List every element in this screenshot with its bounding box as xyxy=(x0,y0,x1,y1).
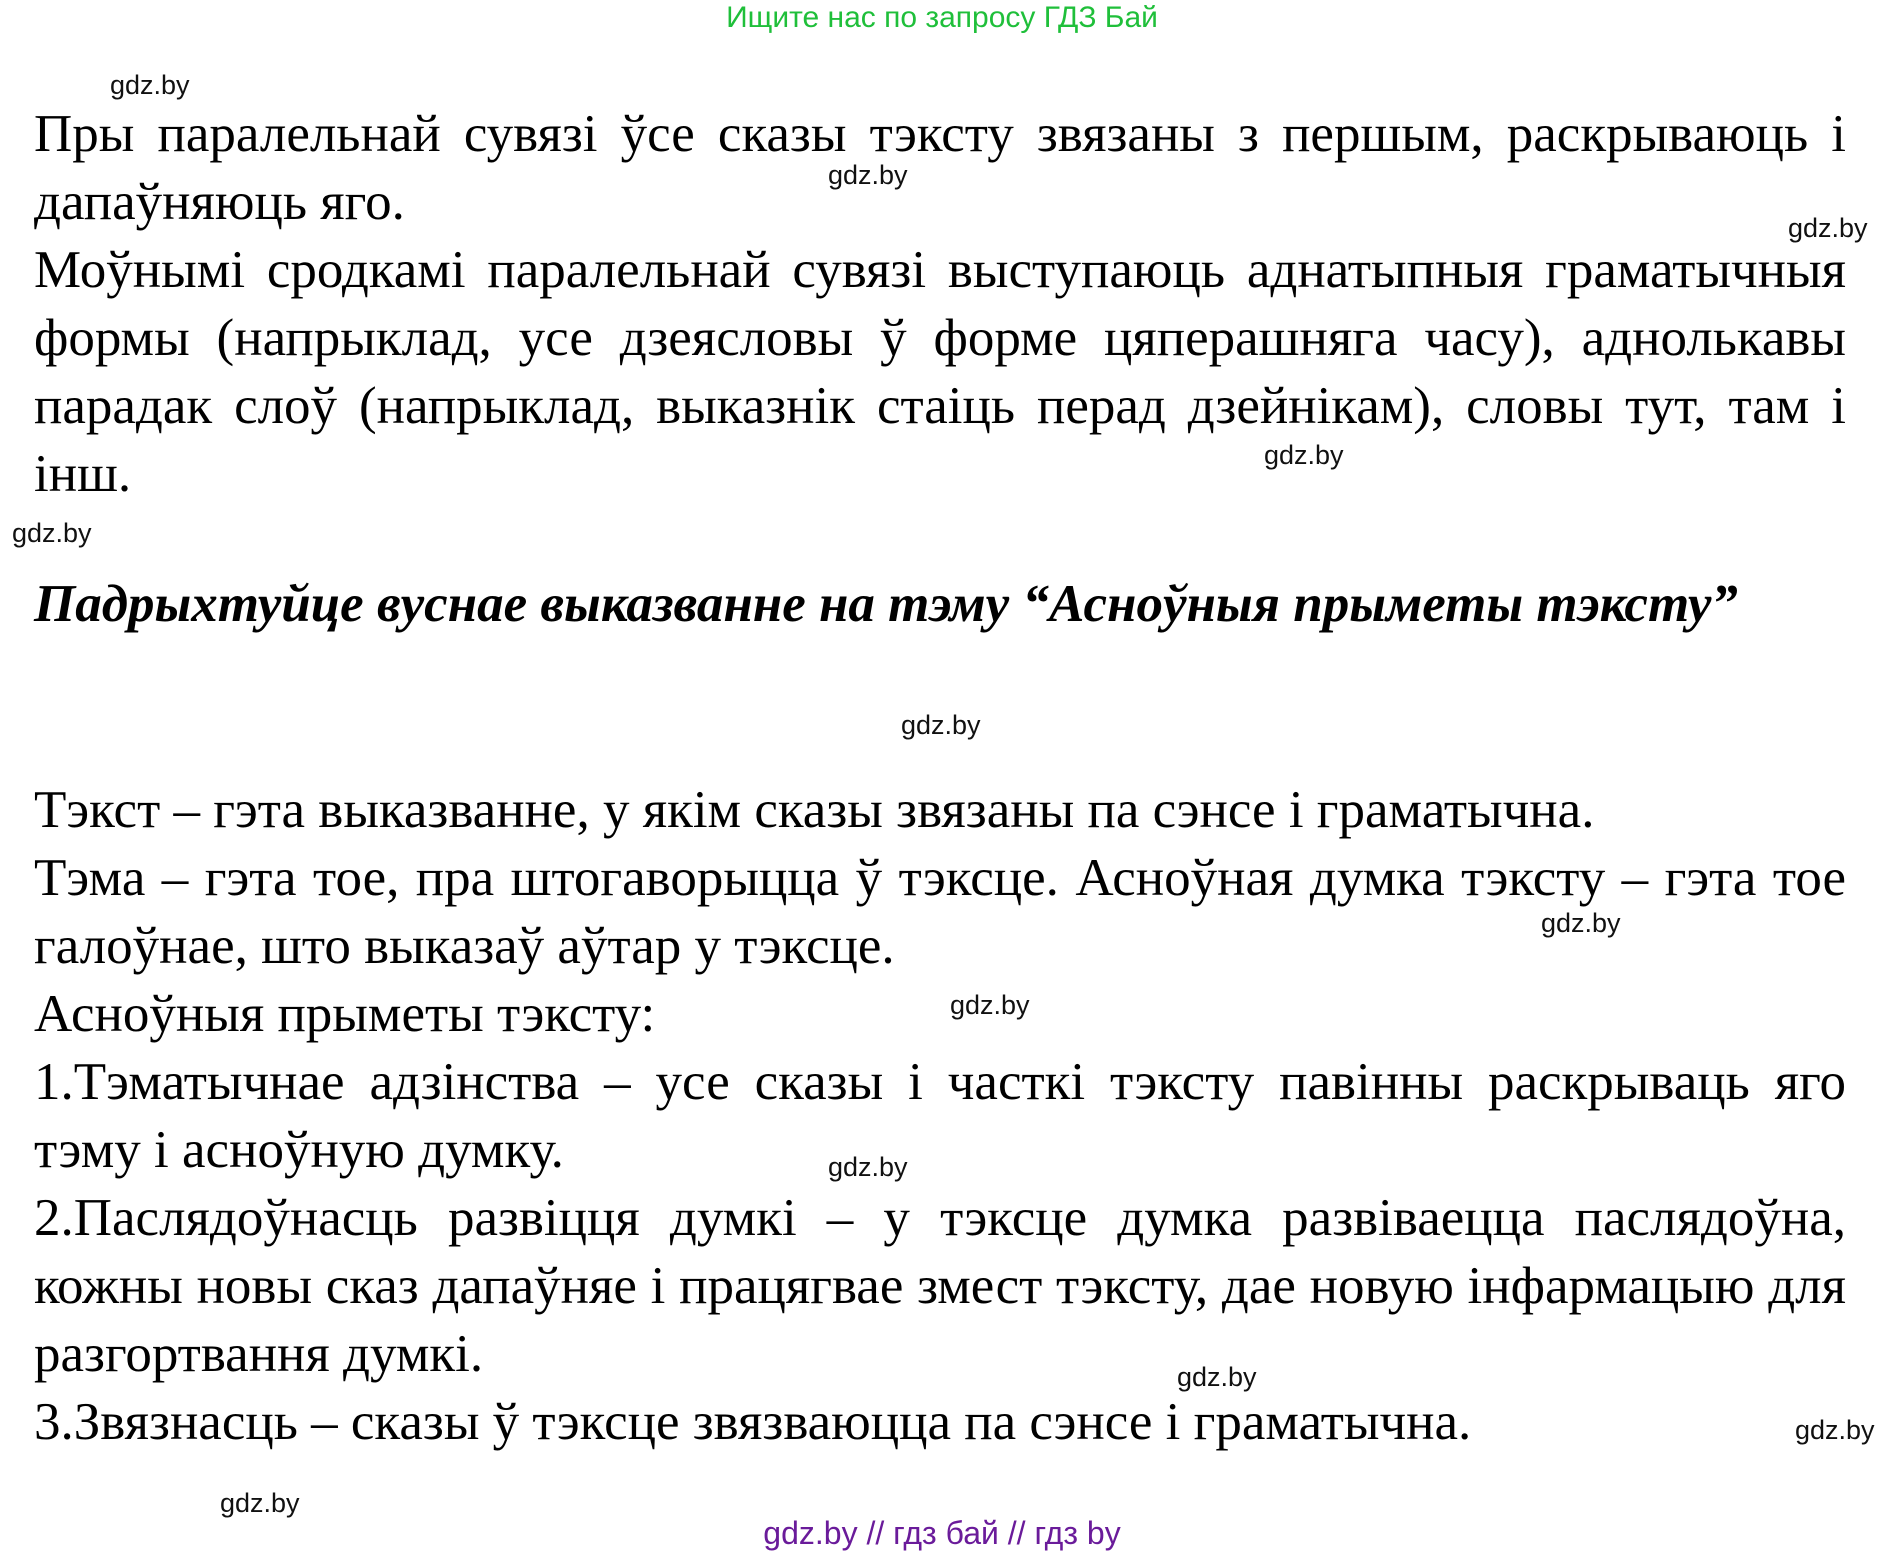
paragraph: Тэкст – гэта выказванне, у якім сказы звязаны па сэнсе і граматычна. xyxy=(34,781,1595,839)
section-parallel-link xyxy=(34,100,1846,508)
task-block xyxy=(34,570,1846,638)
site-banner: Ищите нас по запросу ГДЗ Бай xyxy=(726,1,1158,34)
watermark: gdz.by xyxy=(828,1152,908,1182)
watermark: gdz.by xyxy=(1177,1362,1257,1392)
watermark: gdz.by xyxy=(1264,440,1344,470)
watermark: gdz.by xyxy=(220,1488,300,1518)
watermark: gdz.by xyxy=(901,710,981,740)
watermark: gdz.by xyxy=(110,70,190,100)
list-item: 1.Тэматычнае адзінства – усе сказы і часткі тэксту павінны раскрываць яго тэму і асноўную думку. xyxy=(34,1053,1846,1179)
task-heading: Падрыхтуйце вуснае выказванне на тэму “Асноўныя прыметы тэксту” xyxy=(34,575,1738,633)
watermark: gdz.by xyxy=(828,160,908,190)
paragraph: Моўнымі сродкамі паралельнай сувязі выступаюць аднатыпныя граматычныя формы (напрыклад, усе дзеясловы ў форме цяперашняга часу), аднолькавы парадак слоў (напрыклад, выказнік стаіць перад дзейнікам), словы тут, там і інш. xyxy=(34,241,1846,503)
paragraph: Тэма – гэта тое, пра штогаворыцца ў тэксце. Асноўная думка тэксту – гэта тое галоўнае, што выказаў аўтар у тэксце. xyxy=(34,849,1846,975)
footer-links: gdz.by // гдз бай // гдз by xyxy=(763,1515,1121,1551)
list-item: 3.Звязнасць – сказы ў тэксце звязваюцца па сэнсе і граматычна. xyxy=(34,1393,1472,1451)
watermark: gdz.by xyxy=(950,990,1030,1020)
section-answer xyxy=(34,776,1846,1456)
list-item: 2.Паслядоўнасць развіцця думкі – у тэксце думка развіваецца паслядоўна, кожны новы сказ дапаўняе і працягвае змест тэксту, дае новую інфармацыю для разгортвання думкі. xyxy=(34,1189,1846,1383)
paragraph: Пры паралельнай сувязі ўсе сказы тэксту звязаны з першым, раскрываюць і дапаўняюць яго. xyxy=(34,105,1846,231)
watermark: gdz.by xyxy=(12,518,92,548)
list-title: Асноўныя прыметы тэксту: xyxy=(34,985,656,1043)
watermark: gdz.by xyxy=(1541,908,1621,938)
watermark: gdz.by xyxy=(1795,1415,1875,1445)
watermark: gdz.by xyxy=(1788,213,1868,243)
